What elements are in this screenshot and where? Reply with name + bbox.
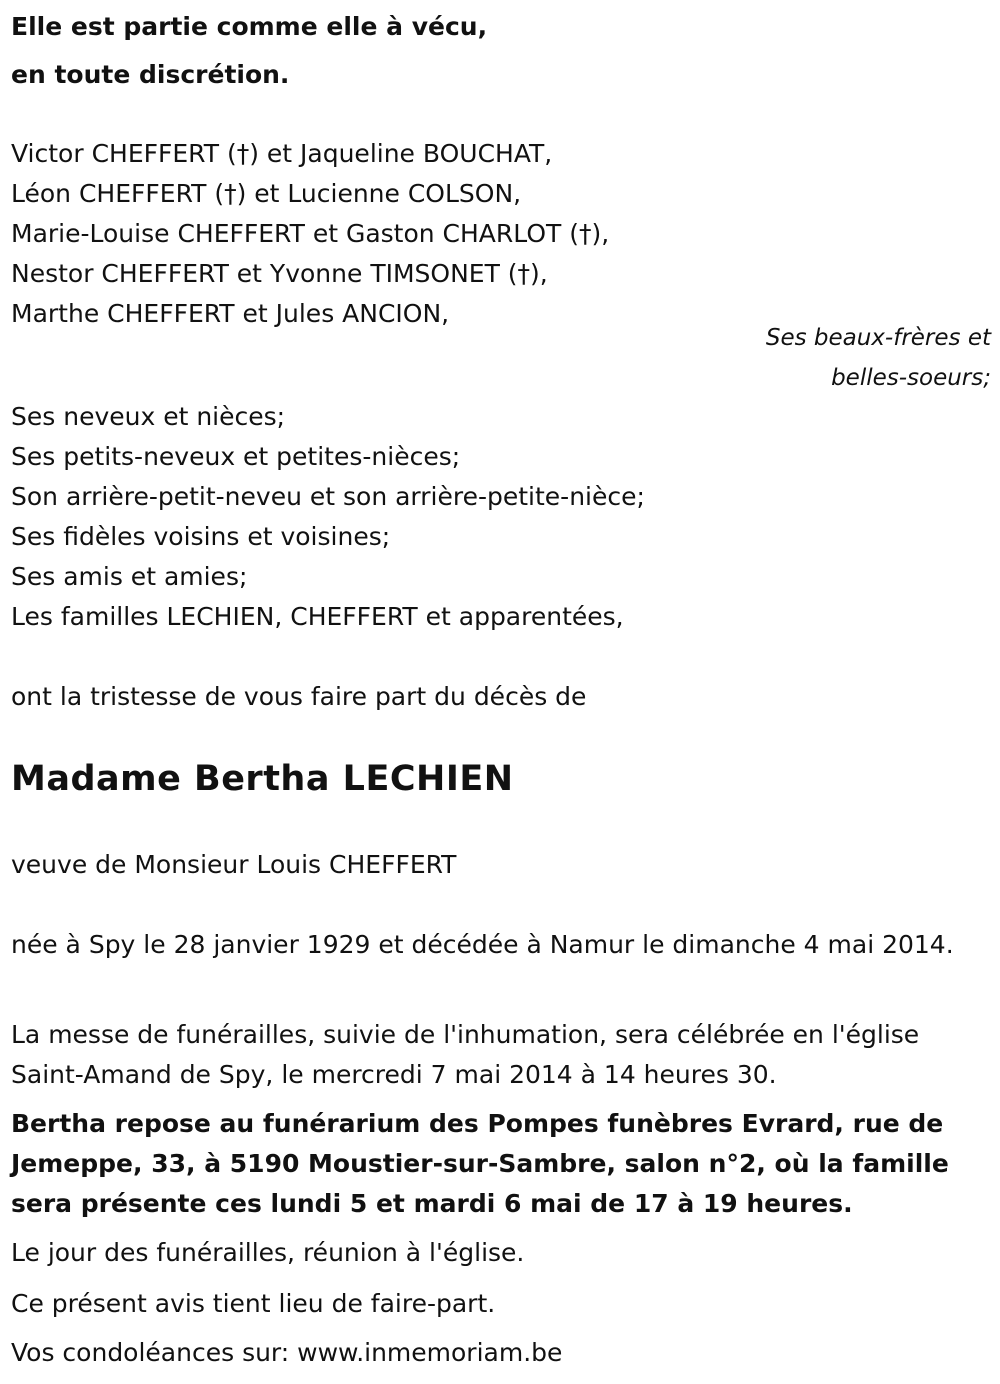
relative-line: Ses amis et amies; bbox=[11, 562, 248, 591]
widow-of-text: veuve de Monsieur Louis CHEFFERT bbox=[11, 850, 457, 879]
sibling-line: Nestor CHEFFERT et Yvonne TIMSONET (†), bbox=[11, 259, 548, 288]
mass-info-text: La messe de funérailles, suivie de l'inhumation, sera célébrée en l'église Saint-Amand de Spy, le mercredi 7 mai 2014 à 14 heures 30. bbox=[11, 1020, 920, 1089]
siblings-caption-line-2: belles-soeurs; bbox=[831, 365, 991, 391]
relative-line: Les familles LECHIEN, CHEFFERT et apparentées, bbox=[11, 602, 624, 631]
meeting-info-text: Le jour des funérailles, réunion à l'église. bbox=[11, 1238, 525, 1267]
birth-death-text: née à Spy le 28 janvier 1929 et décédée à Namur le dimanche 4 mai 2014. bbox=[11, 930, 954, 959]
sibling-line: Léon CHEFFERT (†) et Lucienne COLSON, bbox=[11, 179, 522, 208]
sibling-line: Marthe CHEFFERT et Jules ANCION, bbox=[11, 299, 450, 328]
relative-line: Ses fidèles voisins et voisines; bbox=[11, 522, 391, 551]
relative-line: Son arrière-petit-neveu et son arrière-petite-nièce; bbox=[11, 482, 645, 511]
siblings-caption-line-1: Ses beaux-frères et bbox=[765, 325, 991, 351]
notice-info-text: Ce présent avis tient lieu de faire-part. bbox=[11, 1289, 496, 1318]
deceased-name: Madame Bertha LECHIEN bbox=[11, 759, 514, 799]
sibling-line: Marie-Louise CHEFFERT et Gaston CHARLOT (†), bbox=[11, 219, 610, 248]
relative-line: Ses petits-neveux et petites-nièces; bbox=[11, 442, 461, 471]
intro-line-1: Elle est partie comme elle à vécu, bbox=[11, 12, 488, 41]
relative-line: Ses neveux et nièces; bbox=[11, 402, 286, 431]
sibling-line: Victor CHEFFERT (†) et Jaqueline BOUCHAT, bbox=[11, 139, 553, 168]
intro-line-2: en toute discrétion. bbox=[11, 60, 290, 89]
funerarium-info-text: Bertha repose au funérarium des Pompes funèbres Evrard, rue de Jemeppe, 33, à 5190 Moustier-sur-Sambre, salon n°2, où la famille sera présente ces lundi 5 et mardi 6 mai de 17 à 19 heures. bbox=[11, 1109, 949, 1218]
condolences-text: Vos condoléances sur: www.inmemoriam.be bbox=[11, 1338, 563, 1367]
announcement-text: ont la tristesse de vous faire part du décès de bbox=[11, 682, 587, 711]
